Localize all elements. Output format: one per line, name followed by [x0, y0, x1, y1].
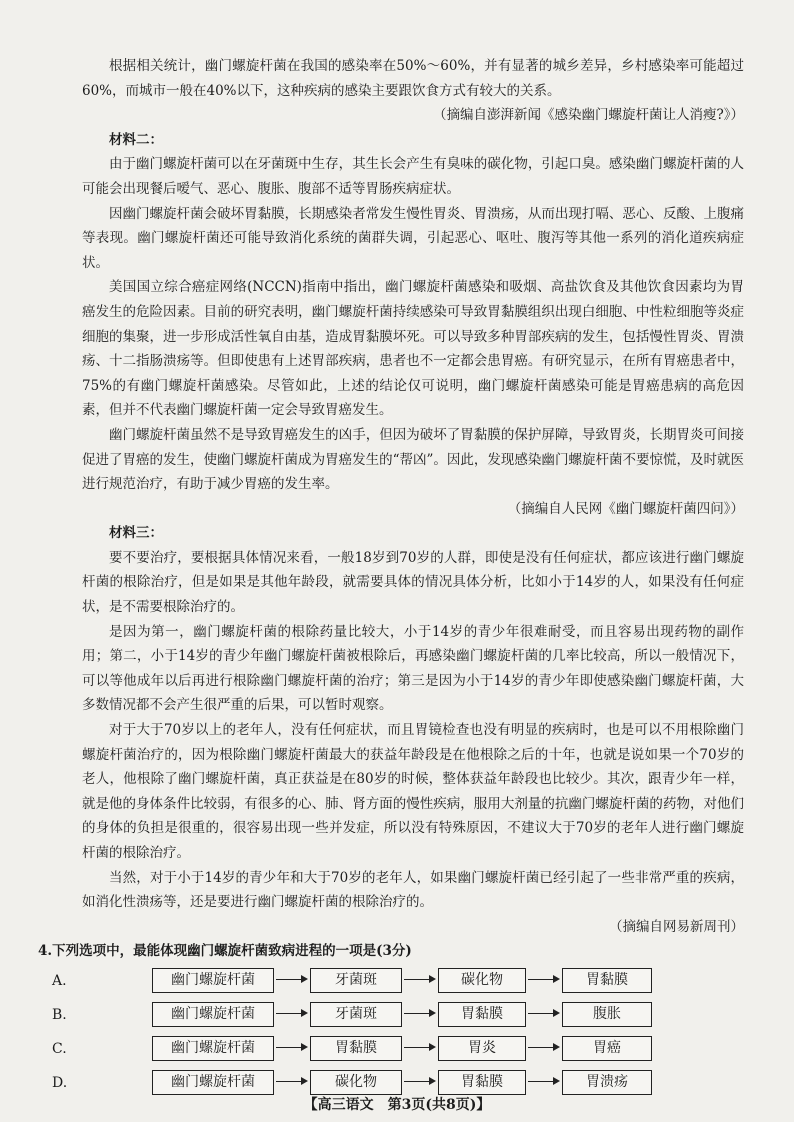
option-letter: C. — [52, 1040, 67, 1057]
option-letter: A. — [52, 972, 67, 989]
option-letter: D. — [52, 1074, 68, 1091]
material2-source: （摘编自人民网《幽门螺旋杆菌四问》） — [507, 500, 744, 517]
flow-box: 胃溃疡 — [562, 1070, 652, 1095]
material2-paragraph-4: 幽门螺旋杆菌虽然不是导致胃癌发生的凶手，但因为破坏了胃黏膜的保护屏障，导致胃炎，长期胃炎可间接促进了胃癌的发生，使幽门螺旋杆菌成为胃癌发生的“帮凶”。因此，发现感染幽门螺旋杆菌不要惊慌，及时就医进行规范治疗，有助于减少胃癌的发生率。 — [82, 426, 744, 493]
page-footer: 【高三语文 第3页(共8页)】 — [303, 1097, 491, 1113]
question-stem: 4.下列选项中，最能体现幽门螺旋杆菌致病进程的一项是(3分) — [38, 943, 412, 960]
page-content — [38, 54, 744, 1100]
option-b[interactable] — [52, 1001, 744, 1032]
material3-heading: 材料三： — [109, 525, 163, 542]
material2-paragraph-1: 由于幽门螺旋杆菌可以在牙菌斑中生存，其生长会产生有臭味的碳化物，引起口臭。感染幽门螺旋杆菌的人可能会出现餐后嗳气、恶心、腹胀、腹部不适等胃肠疾病症状。 — [82, 156, 744, 197]
intro-paragraph: 根据相关统计，幽门螺旋杆菌在我国的感染率在50%～60%，并有显著的城乡差异，乡村感染率可能超过60%，而城市一般在40%以下，这种疾病的感染主要跟饮食方式有较大的关系。 — [82, 58, 744, 99]
arrow-icon — [276, 1013, 306, 1015]
material2-paragraph-3: 美国国立综合癌症网络(NCCN)指南中指出，幽门螺旋杆菌感染和吸烟、高盐饮食及其他饮食因素均为胃癌发生的危险因素。目前的研究表明，幽门螺旋杆菌持续感染可导致胃黏膜组织出现白细胞、中性粒细胞等炎症细胞的集聚，进一步形成活性氧自由基，造成胃黏膜坏死。可以导致多种胃部疾病的发生，包括慢性胃炎、胃溃疡、十二指肠溃疡等。但即使患有上述胃部疾病，患者也不一定都会患胃癌。有研究显示，在所有胃癌患者中，75%的有幽门螺旋杆菌感染。尽管如此，上述的结论仅可说明，幽门螺旋杆菌感染可能是胃癌患病的高危因素，但并不代表幽门螺旋杆菌一定会导致胃癌发生。 — [82, 279, 744, 419]
flow-box: 腹胀 — [562, 1002, 652, 1027]
arrow-icon — [528, 1013, 558, 1015]
material2-heading: 材料二： — [109, 131, 163, 148]
arrow-icon — [528, 1081, 558, 1083]
arrow-icon — [528, 1047, 558, 1049]
material3-paragraph-2: 是因为第一，幽门螺旋杆菌的根除药量比较大，小于14岁的青少年很难耐受，而且容易出现药物的副作用；第二，小于14岁的青少年幽门螺旋杆菌被根除后，再感染幽门螺旋杆菌的几率比较高，所以一般情况下，可以等他成年以后再进行根除幽门螺旋杆菌的治疗；第三是因为小于14岁的青少年即使感染幽门螺旋杆菌，大多数情况都不会产生很严重的后果，可以暂时观察。 — [82, 623, 744, 714]
option-a[interactable] — [52, 967, 744, 998]
flow-box: 牙菌斑 — [310, 1002, 402, 1027]
option-letter: B. — [52, 1006, 67, 1023]
intro-source: （摘编自澎湃新闻《感染幽门螺旋杆菌让人消瘦?》） — [433, 107, 744, 124]
arrow-icon — [404, 1047, 434, 1049]
material3-paragraph-3: 对于大于70岁以上的老年人，没有任何症状，而且胃镜检查也没有明显的疾病时，也是可以不用根除幽门螺旋杆菌治疗的，因为根除幽门螺旋杆菌最大的获益年龄段是在他根除之后的十年，也就是说如果一个70岁的老人，他根除了幽门螺旋杆菌，真正获益是在80岁的时候，整体获益年龄段也比较少。其次，跟青少年一样，就是他的身体条件比较弱，有很多的心、肺、肾方面的慢性疾病，服用大剂量的抗幽门螺旋杆菌的药物，对他们的身体的负担是很重的，很容易出现一些并发症，所以没有特殊原因，不建议大于70岁的老年人进行幽门螺旋杆菌的根除治疗。 — [82, 722, 744, 861]
flow-box: 碳化物 — [438, 968, 526, 993]
option-c[interactable] — [52, 1035, 744, 1066]
flow-box: 胃黏膜 — [562, 968, 652, 993]
material3-paragraph-4: 当然，对于小于14岁的青少年和大于70岁的老年人，如果幽门螺旋杆菌已经引起了一些非常严重的疾病，如消化性溃疡等，还是要进行幽门螺旋杆菌的根除治疗的。 — [82, 869, 744, 911]
flow-box: 幽门螺旋杆菌 — [152, 1036, 274, 1061]
material3-paragraph-1: 要不要治疗，要根据具体情况来看，一般18岁到70岁的人群，即使是没有任何症状，都应该进行幽门螺旋杆菌的根除治疗，但是如果是其他年龄段，就需要具体的情况具体分析，比如小于14岁的人，如果没有任何症状，是不需要根除治疗的。 — [82, 549, 744, 616]
arrow-icon — [276, 1047, 306, 1049]
arrow-icon — [404, 1081, 434, 1083]
flow-box: 幽门螺旋杆菌 — [152, 1070, 274, 1095]
flow-box: 胃黏膜 — [310, 1036, 402, 1061]
arrow-icon — [276, 979, 306, 981]
flow-box: 幽门螺旋杆菌 — [152, 968, 274, 993]
arrow-icon — [404, 1013, 434, 1015]
material3-source: （摘编自网易新周刊） — [609, 918, 744, 935]
arrow-icon — [404, 979, 434, 981]
flow-box: 胃黏膜 — [438, 1070, 526, 1095]
flow-box: 胃癌 — [562, 1036, 652, 1061]
arrow-icon — [276, 1081, 306, 1083]
flow-box: 幽门螺旋杆菌 — [152, 1002, 274, 1027]
material2-paragraph-2: 因幽门螺旋杆菌会破坏胃黏膜，长期感染者常发生慢性胃炎、胃溃疡，从而出现打嗝、恶心、反酸、上腹痛等表现。幽门螺旋杆菌还可能导致消化系统的菌群失调，引起恶心、呕吐、腹泻等其他一系列的消化道疾病症状。 — [82, 205, 744, 271]
flow-box: 牙菌斑 — [310, 968, 402, 993]
arrow-icon — [528, 979, 558, 981]
flow-box: 胃炎 — [438, 1036, 526, 1061]
flow-box: 碳化物 — [310, 1070, 402, 1095]
flow-box: 胃黏膜 — [438, 1002, 526, 1027]
